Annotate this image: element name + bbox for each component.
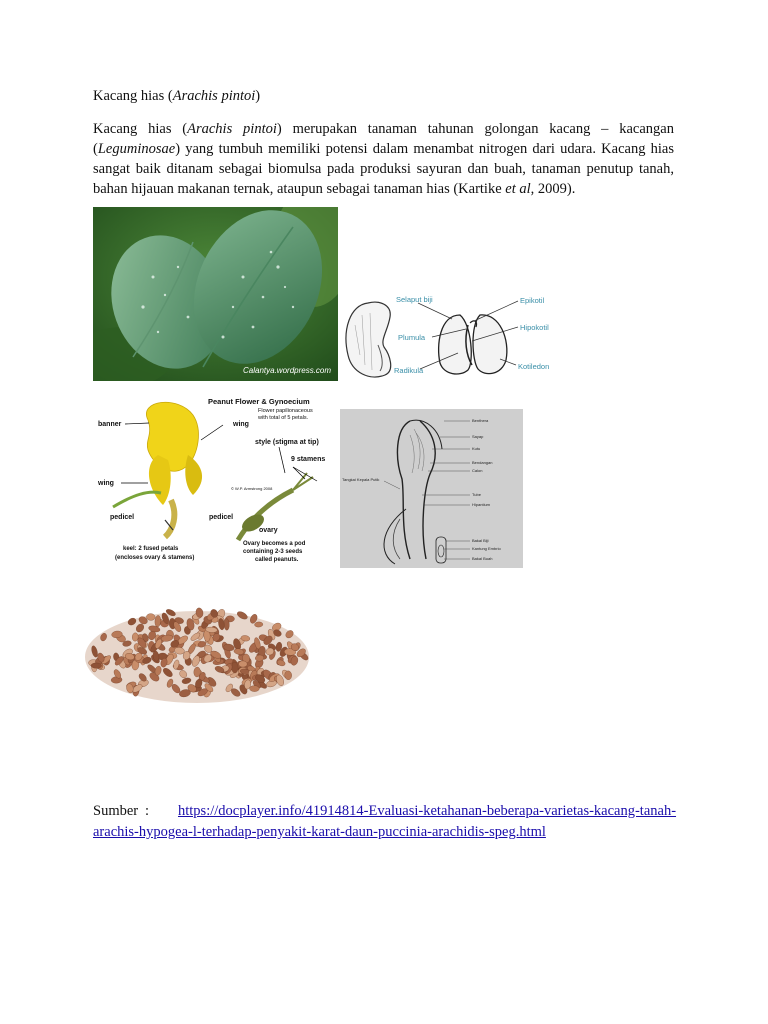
keel-line-1: keel: 2 fused petals xyxy=(123,546,179,552)
para-italic-species: Arachis pintoi xyxy=(187,121,277,137)
bean xyxy=(91,663,102,669)
gynoecium-illustration xyxy=(340,409,523,568)
para-text-1: Kacang hias ( xyxy=(93,121,188,137)
seed-diagram xyxy=(340,285,570,385)
note-line-1: Flower papilionaceous xyxy=(258,408,313,414)
heading-text: Kacang hias ( xyxy=(93,88,173,104)
gyno-label-1: Benthera xyxy=(472,418,489,423)
para-text-3: ) yang tumbuh memiliki potensi dalam menambat nitrogen dari udara. Kacang hias sangat baik ditanam sebagai biomulsa pada produksi sayuran dan buah, tanaman penutup tanah, bahan hijauan makanan ternak, ataupun sebagai tanaman hias (Kartike xyxy=(93,141,674,197)
label-pedicel-left: pedicel xyxy=(110,514,135,521)
gyno-label-5: Calon xyxy=(472,468,483,473)
gyno-label-4: Bendangan xyxy=(472,460,493,465)
peanut-flower-diagram xyxy=(93,395,338,570)
label-hipokotil: Hipokotil xyxy=(520,323,549,332)
keel-line-2: (encloses ovary & stamens) xyxy=(115,555,195,561)
gyno-label-6: Tangkai Kepala Putik xyxy=(342,477,380,482)
pod-line-3: called peanuts. xyxy=(255,557,299,563)
label-ovary: ovary xyxy=(259,527,278,534)
heading-species: Arachis pintoi xyxy=(172,88,256,104)
gyno-label-8: Hipantium xyxy=(472,502,491,507)
gynoecium-diagram xyxy=(340,409,523,568)
source-label: Sumber xyxy=(93,803,139,819)
label-kotiledon: Kotiledon xyxy=(518,362,550,371)
gyno-label-2: Sayap xyxy=(472,434,484,439)
gyno-label-3: Kutu xyxy=(472,446,481,451)
source-citation xyxy=(93,801,683,843)
label-wing-top: wing xyxy=(233,421,249,428)
flower-title: Peanut Flower & Gynoecium xyxy=(208,397,310,406)
source-colon: : xyxy=(145,803,150,819)
beans-illustration xyxy=(82,585,312,710)
gyno-label-10: Kantung Embrio xyxy=(472,546,501,551)
beans-photo xyxy=(82,585,312,710)
flower-copyright: © W.P. Armstrong 2008 xyxy=(231,486,273,491)
bean xyxy=(132,633,139,642)
para-text-4: , 2009). xyxy=(530,181,576,197)
gyno-label-7: Tube xyxy=(472,492,481,497)
label-stamens: 9 stamens xyxy=(291,456,326,463)
bean xyxy=(232,662,239,673)
note-line-2: with total of 5 petals. xyxy=(258,415,309,421)
flower-illustration xyxy=(93,395,338,570)
para-italic-family: Leguminosae xyxy=(97,141,176,157)
body-paragraph xyxy=(93,119,674,199)
para-text-2: ) merupakan tanaman tahunan golongan kacang – kacangan ( xyxy=(93,121,674,157)
label-selaput-biji: Selaput biji xyxy=(396,295,433,304)
label-pedicel-right: pedicel xyxy=(209,514,234,521)
section-heading xyxy=(93,88,260,105)
label-banner: banner xyxy=(98,421,122,428)
gyno-label-9: Bakal Biji xyxy=(472,538,489,543)
label-epikotil: Epikotil xyxy=(520,296,545,305)
source-link[interactable]: https://docplayer.info/41914814-Evaluasi-ketahanan-beberapa-varietas-kacang-tanah-arachis-hypogea-l-terhadap-penyakit-karat-daun-puccinia-arachidis-speg.html xyxy=(93,803,677,840)
label-radikula: Radikula xyxy=(394,366,424,375)
heading-close: ) xyxy=(255,88,261,104)
label-style: style (stigma at tip) xyxy=(255,439,319,446)
bean xyxy=(254,622,263,628)
leaf-watermark: Calantya.wordpress.com xyxy=(243,366,332,375)
gyno-label-11: Bakal Buah xyxy=(472,556,493,561)
para-italic-etal: et al xyxy=(505,181,531,197)
bean xyxy=(146,613,155,620)
label-plumula: Plumula xyxy=(398,333,426,342)
pod-line-2: containing 2-3 seeds xyxy=(243,549,303,555)
label-wing-left: wing xyxy=(98,480,114,487)
leaf-illustration xyxy=(93,207,338,381)
pod-line-1: Ovary becomes a pod xyxy=(243,541,306,547)
leaf-photo xyxy=(93,207,338,381)
seed-illustration xyxy=(340,285,570,385)
